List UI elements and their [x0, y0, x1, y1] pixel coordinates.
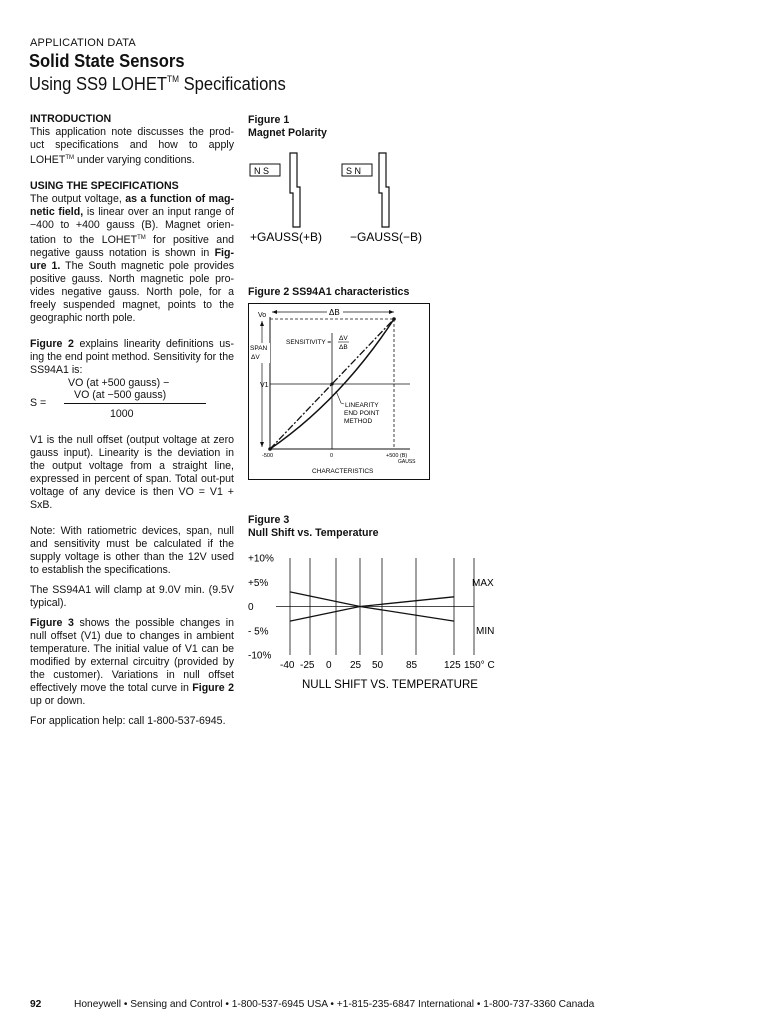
formula-numerator-1: VO (at +500 gauss) − [68, 377, 170, 389]
page-title: Solid State Sensors [29, 51, 185, 71]
tick-plus500: +500 (B) [386, 453, 408, 459]
p1-d: The South magnetic pole provides positive gauss. North magnetic pole pro-vides negative gauss. North pole, for a freely suspended magnet, points to the geographic north pole. [30, 260, 235, 324]
max-label: MAX [472, 578, 494, 589]
linearity-leader [336, 391, 344, 404]
specs-paragraph-1 [30, 193, 234, 325]
fig2-caption: Figure 2 SS94A1 characteristics [248, 286, 410, 298]
x-tick-label: 0 [326, 660, 332, 671]
x-tick-label: 85 [406, 660, 418, 671]
formula-fraction-bar [64, 403, 206, 404]
x-tick-label: 150° C [464, 660, 495, 671]
p6-b: up or down. [30, 695, 86, 707]
intro-tm: TM [65, 155, 74, 161]
null-shift-chart [246, 546, 508, 696]
intro-text-a: This application note discusses the prod-uct specifications and how to apply LOHET [30, 126, 234, 166]
specs-paragraph-2 [30, 338, 234, 377]
p1-b: is linear over an input range of −400 to +400 gauss (B). Magnet orien-tation to the LOHET [30, 206, 235, 246]
span-arrow-bottom [260, 442, 264, 447]
paragraph-figure3 [30, 617, 234, 708]
delta-b-arrow-right [389, 310, 394, 314]
p1-bold: as a function of mag-netic field, [30, 193, 234, 218]
y-tick-label: +10% [248, 553, 274, 565]
x-tick-label: -25 [300, 660, 315, 671]
p1-a: The output voltage, [30, 193, 126, 205]
delta-b-label: ΔB [329, 308, 340, 317]
v1-label: V1 [260, 382, 269, 389]
section-label: APPLICATION DATA [30, 37, 136, 49]
span-label: SPAN [250, 345, 268, 352]
intro-text-b: under varying conditions. [74, 154, 195, 166]
x-tick-label: 125 [444, 660, 461, 671]
sensitivity-num: ΔV [339, 335, 348, 342]
sensitivity-formula [30, 377, 234, 427]
x-tick-label: 25 [350, 660, 362, 671]
body-text-column [30, 113, 234, 728]
linearity-label-3: METHOD [344, 418, 373, 425]
min-label: MIN [476, 626, 495, 637]
paragraph-clamp: The SS94A1 will clamp at 9.0V min. (9.5V typical). [30, 584, 234, 609]
fig1-caption [248, 114, 327, 140]
p2-rest: explains linearity definitions us-ing the end point method. Sensitivity for the SS94A1 is: [30, 338, 234, 376]
formula-denominator: 1000 [110, 408, 134, 420]
subtitle-end: Specifications [179, 74, 286, 94]
paragraph-ratiometric-note: Note: With ratiometric devices, span, null and sensitivity must be calculated if the supply voltage is other than the 12V used to establish the specifications. [30, 525, 234, 576]
specs-heading: USING THE SPECIFICATIONS [30, 180, 179, 192]
delta-b-arrow-left [272, 310, 277, 314]
page-number: 92 [30, 999, 42, 1010]
y-tick-label: - 5% [248, 626, 269, 638]
fig3-caption-1: Figure 3 [248, 514, 290, 526]
formula-numerator-2: VO (at −500 gauss) [74, 389, 167, 401]
formula-s-label: S = [30, 397, 47, 409]
sensitivity-label: SENSITIVITY = [286, 339, 332, 346]
magnet-polarity-figure [248, 145, 448, 250]
intro-paragraph [30, 126, 234, 167]
fig1-caption-2: Magnet Polarity [248, 127, 327, 139]
fig1-caption-1: Figure 1 [248, 114, 290, 126]
page-subtitle [29, 74, 286, 95]
magnet-left-label: N S [254, 166, 270, 176]
tick-unit: GAUSS [398, 459, 416, 465]
characteristics-label: CHARACTERISTICS [312, 468, 374, 475]
tick-minus500: -500 [262, 453, 274, 459]
subtitle-tm: TM [167, 74, 180, 84]
p6-fig-ref: Figure 3 [30, 617, 74, 629]
v1-point [330, 382, 333, 385]
sensor-left [290, 153, 300, 227]
delta-v-label: ΔV [251, 354, 260, 361]
y-tick-label: -10% [248, 650, 272, 662]
p1-c: for positive and negative gauss notation is shown in [30, 234, 234, 259]
x-tick-label: -40 [280, 660, 295, 671]
endpoint-low [268, 447, 272, 451]
footer-contact: Honeywell • Sensing and Control • 1-800-537-6945 USA • +1-815-235-6847 International • 1-800-737-3360 Canada [74, 999, 595, 1010]
ss94a1-characteristics-diagram [248, 303, 430, 481]
y-tick-label: 0 [248, 602, 254, 613]
span-arrow-top [260, 321, 264, 326]
paragraph-app-help: For application help: call 1-800-537-6945. [30, 715, 226, 727]
vo-label: Vo [258, 312, 267, 319]
subtitle-main: Using SS9 LOHET [29, 74, 168, 94]
endpoint-high [392, 317, 396, 321]
p6-a: shows the possible changes in null offset (V1) due to changes in ambient temperature. The initial value of V1 can be modified by external circuitry (provided by the customer). Variations in null offset effectively move the total curve in [30, 617, 234, 694]
fig3-xlabel: NULL SHIFT VS. TEMPERATURE [302, 679, 478, 691]
sensor-right [379, 153, 389, 227]
sensitivity-den: ΔB [339, 344, 348, 351]
fig3-caption-2: Null Shift vs. Temperature [248, 527, 379, 539]
linearity-label-1: LINEARITY [345, 402, 379, 409]
p1-tm: TM [137, 235, 146, 241]
positive-gauss-label: +GAUSS(+B) [250, 230, 323, 244]
page-footer [30, 999, 594, 1010]
paragraph-null-offset: V1 is the null offset (output voltage at zero gauss input). Linearity is the deviation in the output voltage from a straight line, expressed in percent of span. Total out-put voltage of any device is then VO = V1 + SxB. [30, 434, 234, 511]
p2-fig-ref: Figure 2 [30, 338, 74, 350]
tick-zero: 0 [330, 453, 334, 459]
p1-fig-ref: Fig-ure 1. [30, 247, 234, 272]
p6-fig2-ref: Figure 2 [192, 682, 234, 694]
intro-heading: INTRODUCTION [30, 113, 112, 125]
negative-gauss-label: −GAUSS(−B) [350, 230, 423, 244]
y-tick-label: +5% [248, 577, 269, 589]
fig3-caption [248, 514, 379, 540]
linearity-label-2: END POINT [344, 410, 380, 417]
x-tick-label: 50 [372, 660, 384, 671]
magnet-right-label: S N [346, 166, 362, 176]
